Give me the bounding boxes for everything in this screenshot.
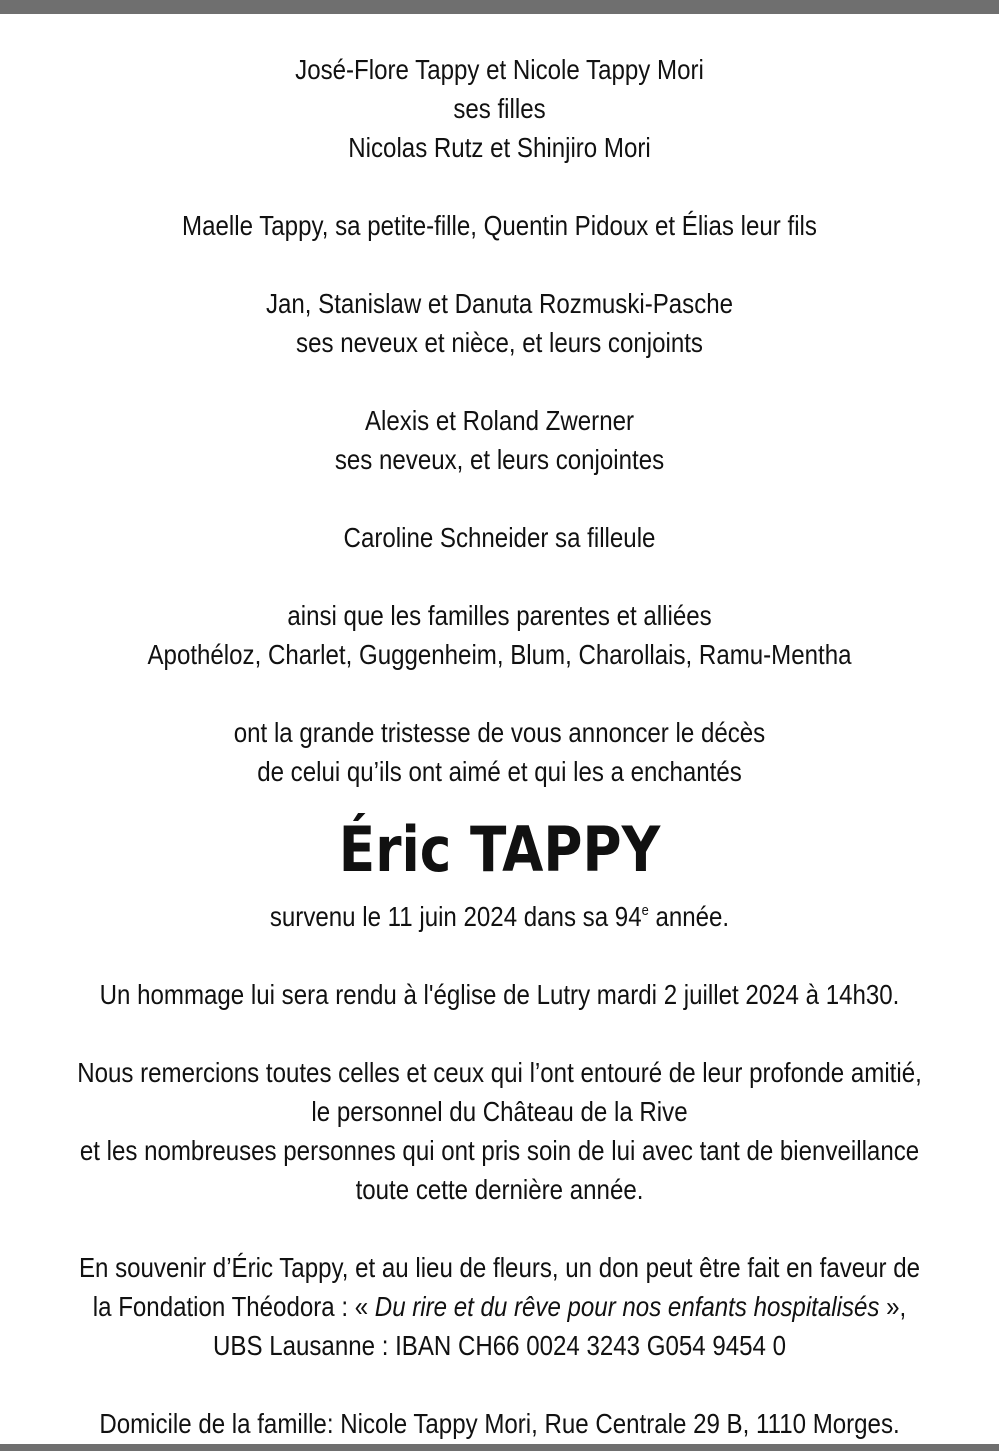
nephews-names-1: Jan, Stanislaw et Danuta Rozmuski-Pasche (265, 288, 734, 319)
spacer (70, 557, 929, 596)
spacer (70, 936, 929, 975)
bottom-border-rule (0, 1444, 999, 1451)
announcement-line-1: ont la grande tristesse de vous annoncer le décès (233, 717, 766, 748)
donation-quote-close: », (879, 1291, 907, 1322)
spacer (70, 1365, 929, 1404)
death-date-line (70, 897, 929, 936)
spacer (70, 1209, 929, 1248)
spacer (70, 167, 929, 206)
donation-foundation: la Fondation Théodora : « (92, 1291, 375, 1322)
family-domicile: Domicile de la famille: Nicole Tappy Mori, Rue Centrale 29 B, 1110 Morges. (99, 1408, 900, 1439)
nephews-names-2: Alexis et Roland Zwerner (364, 405, 635, 436)
goddaughter-line: Caroline Schneider sa filleule (343, 522, 656, 553)
foundation-motto: Du rire et du rêve pour nos enfants hospitalisés (374, 1291, 880, 1322)
ceremony-line: Un hommage lui sera rendu à l'église de Lutry mardi 2 juillet 2024 à 14h30. (99, 979, 900, 1010)
ordinal-suffix: e (641, 902, 649, 919)
families-names: Apothéloz, Charlet, Guggenheim, Blum, Charollais, Ramu-Mentha (147, 639, 852, 670)
deceased-name: Éric TAPPY (338, 813, 661, 886)
spacer (70, 479, 929, 518)
daughters-names: José-Flore Tappy et Nicole Tappy Mori (295, 54, 704, 85)
top-border-rule (0, 0, 999, 14)
thanks-line-2: le personnel du Château de la Rive (311, 1096, 688, 1127)
thanks-line-3: et les nombreuses personnes qui ont pris soin de lui avec tant de bienveillance (79, 1135, 920, 1166)
spacer (70, 1014, 929, 1053)
spacer (70, 245, 929, 284)
spacer (70, 674, 929, 713)
families-intro: ainsi que les familles parentes et alliées (287, 600, 712, 631)
donation-line-1: En souvenir d’Éric Tappy, et au lieu de fleurs, un don peut être fait en faveur de (78, 1252, 921, 1283)
daughters-relation: ses filles (453, 93, 546, 124)
announcement-line-2: de celui qu’ils ont aimé et qui les a enchantés (257, 756, 742, 787)
death-date-suffix: année. (648, 901, 730, 932)
nephews-relation-1: ses neveux et nièce, et leurs conjoints (296, 327, 703, 358)
granddaughter-line: Maelle Tappy, sa petite-fille, Quentin Pidoux et Élias leur fils (182, 210, 817, 241)
donation-line-2 (70, 1287, 929, 1326)
nephews-relation-2: ses neveux, et leurs conjointes (334, 444, 665, 475)
thanks-line-4: toute cette dernière année. (355, 1174, 644, 1205)
thanks-line-1: Nous remercions toutes celles et ceux qui l’ont entouré de leur profonde amitié, (77, 1057, 922, 1088)
daughters-partners: Nicolas Rutz et Shinjiro Mori (348, 132, 651, 163)
bank-details: UBS Lausanne : IBAN CH66 0024 3243 G054 9454 0 (213, 1330, 786, 1361)
obituary-notice (70, 50, 929, 1443)
death-date-prefix: survenu le 11 juin 2024 dans sa 94 (269, 901, 642, 932)
spacer (70, 362, 929, 401)
